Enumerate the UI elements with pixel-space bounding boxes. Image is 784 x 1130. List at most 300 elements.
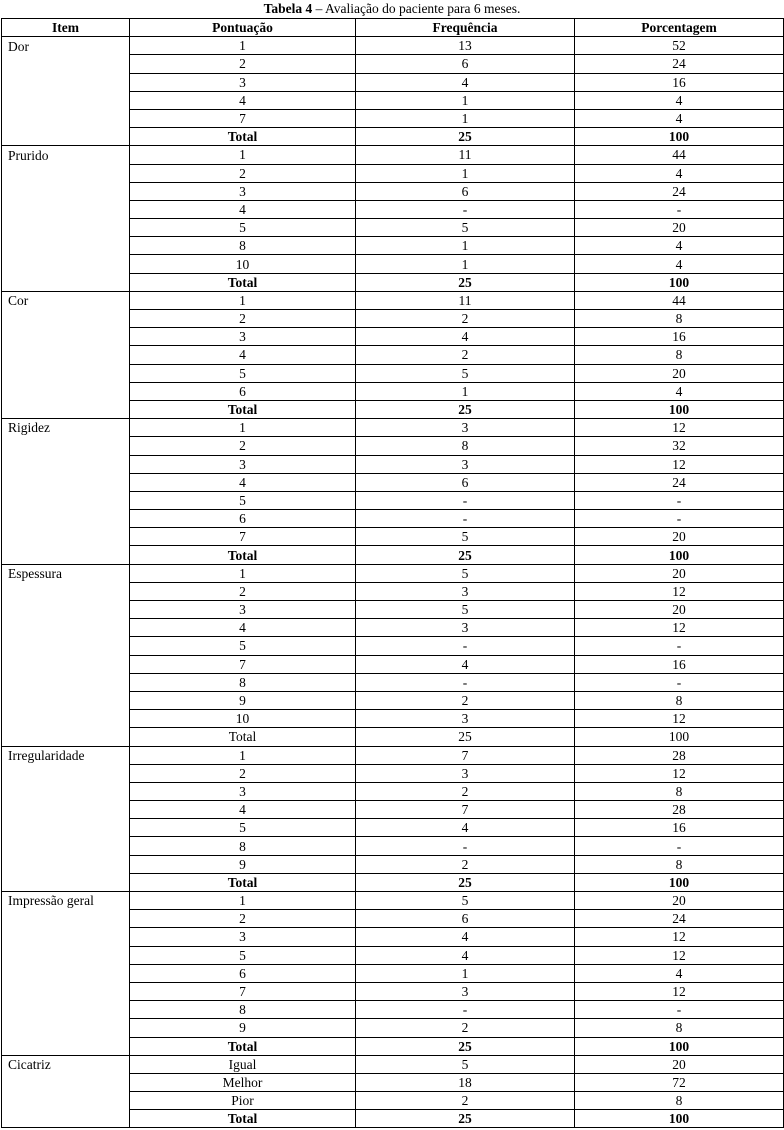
frequencia-cell: - [356, 200, 575, 218]
total-row [2, 728, 784, 746]
item-cell: Impressão geral [2, 892, 130, 910]
pontuacao-cell: 3 [130, 182, 356, 200]
pontuacao-cell: 5 [130, 491, 356, 509]
porcentagem-cell: 100 [575, 128, 784, 146]
frequencia-cell: 1 [356, 109, 575, 127]
frequencia-cell: 5 [356, 892, 575, 910]
item-cell [2, 728, 130, 746]
porcentagem-cell: 16 [575, 655, 784, 673]
pontuacao-cell: 5 [130, 946, 356, 964]
table-row [2, 946, 784, 964]
pontuacao-cell: 4 [130, 200, 356, 218]
frequencia-cell: 2 [356, 346, 575, 364]
item-cell [2, 1019, 130, 1037]
pontuacao-cell: 2 [130, 910, 356, 928]
porcentagem-cell: 8 [575, 691, 784, 709]
pontuacao-cell: 5 [130, 219, 356, 237]
table-row [2, 455, 784, 473]
frequencia-cell: 4 [356, 328, 575, 346]
item-cell [2, 819, 130, 837]
pontuacao-cell: 2 [130, 55, 356, 73]
pontuacao-cell: 7 [130, 982, 356, 1000]
frequencia-cell: 1 [356, 91, 575, 109]
table-row [2, 1092, 784, 1110]
table-row [2, 637, 784, 655]
frequencia-cell: 6 [356, 182, 575, 200]
item-cell [2, 455, 130, 473]
porcentagem-cell: 20 [575, 1055, 784, 1073]
pontuacao-cell: 2 [130, 582, 356, 600]
item-cell [2, 73, 130, 91]
pontuacao-cell: 8 [130, 1001, 356, 1019]
frequencia-cell: 1 [356, 164, 575, 182]
frequencia-cell: 4 [356, 655, 575, 673]
porcentagem-cell: 100 [575, 546, 784, 564]
item-cell [2, 964, 130, 982]
item-cell: Dor [2, 37, 130, 55]
porcentagem-cell: 20 [575, 564, 784, 582]
table-row [2, 473, 784, 491]
pontuacao-cell: 5 [130, 637, 356, 655]
pontuacao-cell: 9 [130, 691, 356, 709]
table-row [2, 200, 784, 218]
pontuacao-cell: 7 [130, 528, 356, 546]
item-cell [2, 473, 130, 491]
item-cell [2, 164, 130, 182]
porcentagem-cell: 24 [575, 910, 784, 928]
table-caption [0, 0, 784, 18]
frequencia-cell: 7 [356, 801, 575, 819]
table-row [2, 164, 784, 182]
frequencia-cell: 1 [356, 964, 575, 982]
pontuacao-cell: 8 [130, 237, 356, 255]
patient-evaluation-table [1, 18, 784, 1128]
porcentagem-cell: 4 [575, 91, 784, 109]
item-cell [2, 855, 130, 873]
porcentagem-cell: 32 [575, 437, 784, 455]
frequencia-cell: 2 [356, 782, 575, 800]
item-cell [2, 837, 130, 855]
table-row [2, 892, 784, 910]
pontuacao-cell: 9 [130, 1019, 356, 1037]
table-row [2, 255, 784, 273]
porcentagem-cell: 16 [575, 73, 784, 91]
item-cell [2, 946, 130, 964]
pontuacao-cell: 4 [130, 91, 356, 109]
frequencia-cell: 3 [356, 582, 575, 600]
table-row [2, 364, 784, 382]
pontuacao-cell: 6 [130, 382, 356, 400]
table-row [2, 601, 784, 619]
pontuacao-cell: Total [130, 1110, 356, 1128]
total-row [2, 400, 784, 418]
pontuacao-cell: 3 [130, 328, 356, 346]
porcentagem-cell: 12 [575, 928, 784, 946]
item-cell [2, 928, 130, 946]
frequencia-cell: 4 [356, 819, 575, 837]
porcentagem-cell: 100 [575, 728, 784, 746]
item-cell [2, 400, 130, 418]
item-cell: Cor [2, 291, 130, 309]
table-row [2, 910, 784, 928]
frequencia-cell: 5 [356, 1055, 575, 1073]
pontuacao-cell: 8 [130, 673, 356, 691]
frequencia-cell: - [356, 837, 575, 855]
caption-label: Tabela 4 [263, 1, 313, 16]
porcentagem-cell: 44 [575, 146, 784, 164]
table-row [2, 819, 784, 837]
porcentagem-cell: 44 [575, 291, 784, 309]
item-cell [2, 255, 130, 273]
porcentagem-cell: - [575, 200, 784, 218]
item-cell: Irregularidade [2, 746, 130, 764]
porcentagem-cell: 4 [575, 164, 784, 182]
total-row [2, 546, 784, 564]
item-cell [2, 510, 130, 528]
item-cell [2, 1110, 130, 1128]
frequencia-cell: 25 [356, 1037, 575, 1055]
pontuacao-cell: 3 [130, 601, 356, 619]
item-cell [2, 655, 130, 673]
frequencia-cell: 11 [356, 146, 575, 164]
pontuacao-cell: 3 [130, 73, 356, 91]
porcentagem-cell: 100 [575, 873, 784, 891]
table-row [2, 782, 784, 800]
porcentagem-cell: 8 [575, 1019, 784, 1037]
item-cell [2, 582, 130, 600]
frequencia-cell: 2 [356, 1019, 575, 1037]
table-row [2, 1073, 784, 1091]
item-cell [2, 982, 130, 1000]
frequencia-cell: 1 [356, 237, 575, 255]
frequencia-cell: 25 [356, 128, 575, 146]
frequencia-cell: 7 [356, 746, 575, 764]
item-cell [2, 1092, 130, 1110]
total-row [2, 1110, 784, 1128]
porcentagem-cell: 100 [575, 273, 784, 291]
frequencia-cell: 6 [356, 473, 575, 491]
item-cell [2, 55, 130, 73]
porcentagem-cell: 24 [575, 182, 784, 200]
item-cell [2, 364, 130, 382]
item-cell [2, 1073, 130, 1091]
porcentagem-cell: 16 [575, 328, 784, 346]
total-row [2, 1037, 784, 1055]
table-body [2, 37, 784, 1128]
table-row [2, 491, 784, 509]
porcentagem-cell: 12 [575, 946, 784, 964]
item-cell [2, 782, 130, 800]
pontuacao-cell: Total [130, 128, 356, 146]
table-row [2, 219, 784, 237]
table-row [2, 528, 784, 546]
item-cell [2, 637, 130, 655]
table-row [2, 1055, 784, 1073]
pontuacao-cell: Total [130, 546, 356, 564]
frequencia-cell: 5 [356, 601, 575, 619]
item-cell [2, 910, 130, 928]
item-cell [2, 382, 130, 400]
item-cell [2, 491, 130, 509]
porcentagem-cell: - [575, 837, 784, 855]
pontuacao-cell: 2 [130, 164, 356, 182]
pontuacao-cell: 1 [130, 746, 356, 764]
pontuacao-cell: Total [130, 728, 356, 746]
header-row [2, 19, 784, 37]
pontuacao-cell: 1 [130, 564, 356, 582]
frequencia-cell: 5 [356, 528, 575, 546]
table-row [2, 182, 784, 200]
table-row [2, 964, 784, 982]
pontuacao-cell: Total [130, 273, 356, 291]
total-row [2, 128, 784, 146]
porcentagem-cell: 100 [575, 1037, 784, 1055]
pontuacao-cell: 5 [130, 364, 356, 382]
pontuacao-cell: Total [130, 400, 356, 418]
porcentagem-cell: 12 [575, 982, 784, 1000]
caption-text: – Avaliação do paciente para 6 meses. [312, 1, 521, 16]
frequencia-cell: 5 [356, 364, 575, 382]
item-cell: Cicatriz [2, 1055, 130, 1073]
porcentagem-cell: 4 [575, 109, 784, 127]
table-row [2, 837, 784, 855]
porcentagem-cell: 8 [575, 1092, 784, 1110]
item-cell [2, 182, 130, 200]
pontuacao-cell: 6 [130, 510, 356, 528]
pontuacao-cell: 4 [130, 619, 356, 637]
item-cell [2, 528, 130, 546]
pontuacao-cell: 3 [130, 928, 356, 946]
table-row [2, 691, 784, 709]
frequencia-cell: 3 [356, 619, 575, 637]
porcentagem-cell: - [575, 637, 784, 655]
porcentagem-cell: 20 [575, 528, 784, 546]
porcentagem-cell: - [575, 673, 784, 691]
frequencia-cell: 18 [356, 1073, 575, 1091]
porcentagem-cell: 4 [575, 964, 784, 982]
header-porcentagem: Porcentagem [575, 19, 784, 37]
porcentagem-cell: 16 [575, 819, 784, 837]
frequencia-cell: 5 [356, 219, 575, 237]
frequencia-cell: 6 [356, 910, 575, 928]
table-row [2, 801, 784, 819]
pontuacao-cell: 5 [130, 819, 356, 837]
porcentagem-cell: - [575, 510, 784, 528]
table-row [2, 764, 784, 782]
pontuacao-cell: 1 [130, 419, 356, 437]
table-row [2, 382, 784, 400]
item-cell [2, 310, 130, 328]
frequencia-cell: 25 [356, 873, 575, 891]
table-row [2, 237, 784, 255]
porcentagem-cell: 20 [575, 601, 784, 619]
frequencia-cell: 25 [356, 1110, 575, 1128]
pontuacao-cell: 7 [130, 655, 356, 673]
table-row [2, 582, 784, 600]
porcentagem-cell: 8 [575, 346, 784, 364]
frequencia-cell: 3 [356, 710, 575, 728]
pontuacao-cell: 2 [130, 437, 356, 455]
item-cell [2, 710, 130, 728]
frequencia-cell: 3 [356, 419, 575, 437]
frequencia-cell: 2 [356, 691, 575, 709]
pontuacao-cell: 3 [130, 455, 356, 473]
table-row [2, 310, 784, 328]
pontuacao-cell: 1 [130, 892, 356, 910]
item-cell [2, 200, 130, 218]
porcentagem-cell: 4 [575, 255, 784, 273]
item-cell [2, 601, 130, 619]
item-cell [2, 328, 130, 346]
item-cell: Espessura [2, 564, 130, 582]
pontuacao-cell: 2 [130, 310, 356, 328]
table-row [2, 328, 784, 346]
table-row [2, 437, 784, 455]
table-row [2, 710, 784, 728]
pontuacao-cell: 1 [130, 37, 356, 55]
table-row [2, 346, 784, 364]
porcentagem-cell: 12 [575, 710, 784, 728]
porcentagem-cell: 12 [575, 764, 784, 782]
item-cell [2, 1001, 130, 1019]
item-cell [2, 437, 130, 455]
porcentagem-cell: 20 [575, 364, 784, 382]
frequencia-cell: 2 [356, 310, 575, 328]
pontuacao-cell: 10 [130, 710, 356, 728]
table-row [2, 55, 784, 73]
pontuacao-cell: 9 [130, 855, 356, 873]
porcentagem-cell: 12 [575, 582, 784, 600]
table-row [2, 619, 784, 637]
porcentagem-cell: 8 [575, 782, 784, 800]
pontuacao-cell: 1 [130, 146, 356, 164]
pontuacao-cell: 8 [130, 837, 356, 855]
frequencia-cell: - [356, 637, 575, 655]
table-row [2, 655, 784, 673]
pontuacao-cell: 6 [130, 964, 356, 982]
pontuacao-cell: 2 [130, 764, 356, 782]
frequencia-cell: 3 [356, 982, 575, 1000]
table-row [2, 510, 784, 528]
table-row [2, 91, 784, 109]
frequencia-cell: 25 [356, 546, 575, 564]
frequencia-cell: - [356, 673, 575, 691]
item-cell: Prurido [2, 146, 130, 164]
frequencia-cell: 25 [356, 400, 575, 418]
pontuacao-cell: 7 [130, 109, 356, 127]
porcentagem-cell: - [575, 1001, 784, 1019]
item-cell: Rigidez [2, 419, 130, 437]
table-row [2, 1019, 784, 1037]
table-row [2, 982, 784, 1000]
table-row [2, 564, 784, 582]
item-cell [2, 873, 130, 891]
pontuacao-cell: 10 [130, 255, 356, 273]
table-row [2, 146, 784, 164]
header-pontuacao: Pontuação [130, 19, 356, 37]
total-row [2, 273, 784, 291]
porcentagem-cell: 4 [575, 382, 784, 400]
item-cell [2, 619, 130, 637]
table-row [2, 928, 784, 946]
frequencia-cell: 4 [356, 928, 575, 946]
pontuacao-cell: Total [130, 1037, 356, 1055]
porcentagem-cell: 100 [575, 1110, 784, 1128]
frequencia-cell: 13 [356, 37, 575, 55]
item-cell [2, 109, 130, 127]
frequencia-cell: - [356, 491, 575, 509]
frequencia-cell: 3 [356, 764, 575, 782]
header-item: Item [2, 19, 130, 37]
porcentagem-cell: 20 [575, 892, 784, 910]
frequencia-cell: - [356, 1001, 575, 1019]
table-row [2, 1001, 784, 1019]
total-row [2, 873, 784, 891]
porcentagem-cell: 20 [575, 219, 784, 237]
frequencia-cell: 25 [356, 728, 575, 746]
porcentagem-cell: 12 [575, 455, 784, 473]
item-cell [2, 691, 130, 709]
porcentagem-cell: 100 [575, 400, 784, 418]
item-cell [2, 764, 130, 782]
item-cell [2, 237, 130, 255]
frequencia-cell: 4 [356, 73, 575, 91]
pontuacao-cell: Pior [130, 1092, 356, 1110]
porcentagem-cell: - [575, 491, 784, 509]
porcentagem-cell: 52 [575, 37, 784, 55]
frequencia-cell: 2 [356, 1092, 575, 1110]
frequencia-cell: 25 [356, 273, 575, 291]
porcentagem-cell: 4 [575, 237, 784, 255]
item-cell [2, 91, 130, 109]
frequencia-cell: 4 [356, 946, 575, 964]
porcentagem-cell: 12 [575, 419, 784, 437]
porcentagem-cell: 28 [575, 801, 784, 819]
table-row [2, 673, 784, 691]
pontuacao-cell: 4 [130, 801, 356, 819]
table-row [2, 291, 784, 309]
table-row [2, 73, 784, 91]
table-row [2, 37, 784, 55]
table-row [2, 855, 784, 873]
frequencia-cell: 8 [356, 437, 575, 455]
pontuacao-cell: Igual [130, 1055, 356, 1073]
porcentagem-cell: 28 [575, 746, 784, 764]
item-cell [2, 546, 130, 564]
pontuacao-cell: Melhor [130, 1073, 356, 1091]
item-cell [2, 673, 130, 691]
porcentagem-cell: 8 [575, 310, 784, 328]
frequencia-cell: 3 [356, 455, 575, 473]
table-row [2, 746, 784, 764]
item-cell [2, 801, 130, 819]
pontuacao-cell: 1 [130, 291, 356, 309]
porcentagem-cell: 24 [575, 55, 784, 73]
pontuacao-cell: 4 [130, 473, 356, 491]
table-row [2, 109, 784, 127]
porcentagem-cell: 12 [575, 619, 784, 637]
pontuacao-cell: 3 [130, 782, 356, 800]
frequencia-cell: 2 [356, 855, 575, 873]
item-cell [2, 273, 130, 291]
frequencia-cell: 11 [356, 291, 575, 309]
item-cell [2, 1037, 130, 1055]
pontuacao-cell: Total [130, 873, 356, 891]
item-cell [2, 128, 130, 146]
frequencia-cell: 1 [356, 255, 575, 273]
item-cell [2, 346, 130, 364]
pontuacao-cell: 4 [130, 346, 356, 364]
